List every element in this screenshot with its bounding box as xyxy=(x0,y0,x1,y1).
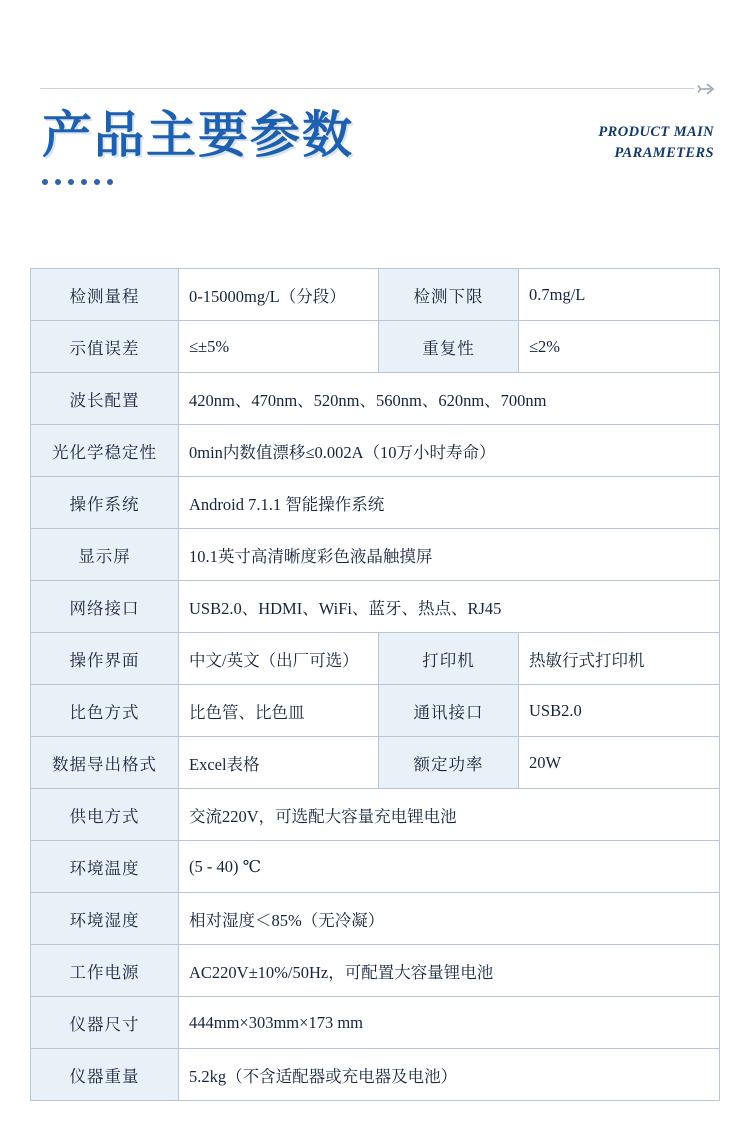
spec-value-cell: 0.7mg/L xyxy=(519,269,720,321)
spec-table-wrapper xyxy=(30,268,720,1101)
spec-label-cell: 通讯接口 xyxy=(379,685,519,737)
title-block xyxy=(42,108,354,185)
spec-label-cell: 环境湿度 xyxy=(31,893,179,945)
spec-label-cell: 检测量程 xyxy=(31,269,179,321)
spec-label-cell: 打印机 xyxy=(379,633,519,685)
spec-value-cell: USB2.0、HDMI、WiFi、蓝牙、热点、RJ45 xyxy=(179,581,720,633)
title-dots xyxy=(42,179,354,185)
spec-value-cell: (5 - 40) ℃ xyxy=(179,841,720,893)
spec-value-cell: 相对湿度＜85%（无冷凝） xyxy=(179,893,720,945)
spec-label-cell: 重复性 xyxy=(379,321,519,373)
table-row xyxy=(31,893,720,945)
spec-value-cell: Excel表格 xyxy=(179,737,379,789)
spec-label-cell: 光化学稳定性 xyxy=(31,425,179,477)
spec-value-cell: ≤±5% xyxy=(179,321,379,373)
spec-value-cell: 中文/英文（出厂可选） xyxy=(179,633,379,685)
spec-table-body xyxy=(31,269,720,1101)
spec-label-cell: 网络接口 xyxy=(31,581,179,633)
spec-value-cell: AC220V±10%/50Hz，可配置大容量锂电池 xyxy=(179,945,720,997)
table-row xyxy=(31,633,720,685)
spec-label-cell: 数据导出格式 xyxy=(31,737,179,789)
table-row xyxy=(31,1049,720,1101)
spec-label-cell: 操作系统 xyxy=(31,477,179,529)
spec-value-cell: 热敏行式打印机 xyxy=(519,633,720,685)
table-row xyxy=(31,685,720,737)
spec-label-cell: 环境温度 xyxy=(31,841,179,893)
spec-value-cell: USB2.0 xyxy=(519,685,720,737)
spec-value-cell: 0-15000mg/L（分段） xyxy=(179,269,379,321)
table-row xyxy=(31,477,720,529)
table-row xyxy=(31,373,720,425)
table-row xyxy=(31,789,720,841)
spec-value-cell: 20W xyxy=(519,737,720,789)
table-row xyxy=(31,945,720,997)
spec-label-cell: 供电方式 xyxy=(31,789,179,841)
spec-value-cell: ≤2% xyxy=(519,321,720,373)
spec-value-cell: 420nm、470nm、520nm、560nm、620nm、700nm xyxy=(179,373,720,425)
page-subtitle-en: PRODUCT MAIN PARAMETERS xyxy=(598,124,714,162)
spec-label-cell: 操作界面 xyxy=(31,633,179,685)
header-divider xyxy=(40,88,716,89)
spec-label-cell: 工作电源 xyxy=(31,945,179,997)
spec-value-cell: 10.1英寸高清晰度彩色液晶触摸屏 xyxy=(179,529,720,581)
table-row xyxy=(31,841,720,893)
spec-value-cell: 5.2kg（不含适配器或充电器及电池） xyxy=(179,1049,720,1101)
spec-label-cell: 示值误差 xyxy=(31,321,179,373)
spec-label-cell: 额定功率 xyxy=(379,737,519,789)
table-row xyxy=(31,581,720,633)
table-row xyxy=(31,529,720,581)
table-row xyxy=(31,321,720,373)
spec-value-cell: 0min内数值漂移≤0.002A（10万小时寿命） xyxy=(179,425,720,477)
spec-label-cell: 波长配置 xyxy=(31,373,179,425)
spec-table xyxy=(30,268,720,1101)
spec-value-cell: Android 7.1.1 智能操作系统 xyxy=(179,477,720,529)
spec-label-cell: 仪器尺寸 xyxy=(31,997,179,1049)
table-row xyxy=(31,269,720,321)
page-header xyxy=(0,0,750,190)
spec-label-cell: 仪器重量 xyxy=(31,1049,179,1101)
spec-value-cell: 444mm×303mm×173 mm xyxy=(179,997,720,1049)
page-title: 产品主要参数 xyxy=(42,107,354,163)
table-row xyxy=(31,997,720,1049)
spec-label-cell: 比色方式 xyxy=(31,685,179,737)
table-row xyxy=(31,425,720,477)
spec-value-cell: 交流220V，可选配大容量充电锂电池 xyxy=(179,789,720,841)
arrow-right-icon xyxy=(694,76,720,102)
spec-label-cell: 显示屏 xyxy=(31,529,179,581)
table-row xyxy=(31,737,720,789)
spec-label-cell: 检测下限 xyxy=(379,269,519,321)
spec-value-cell: 比色管、比色皿 xyxy=(179,685,379,737)
